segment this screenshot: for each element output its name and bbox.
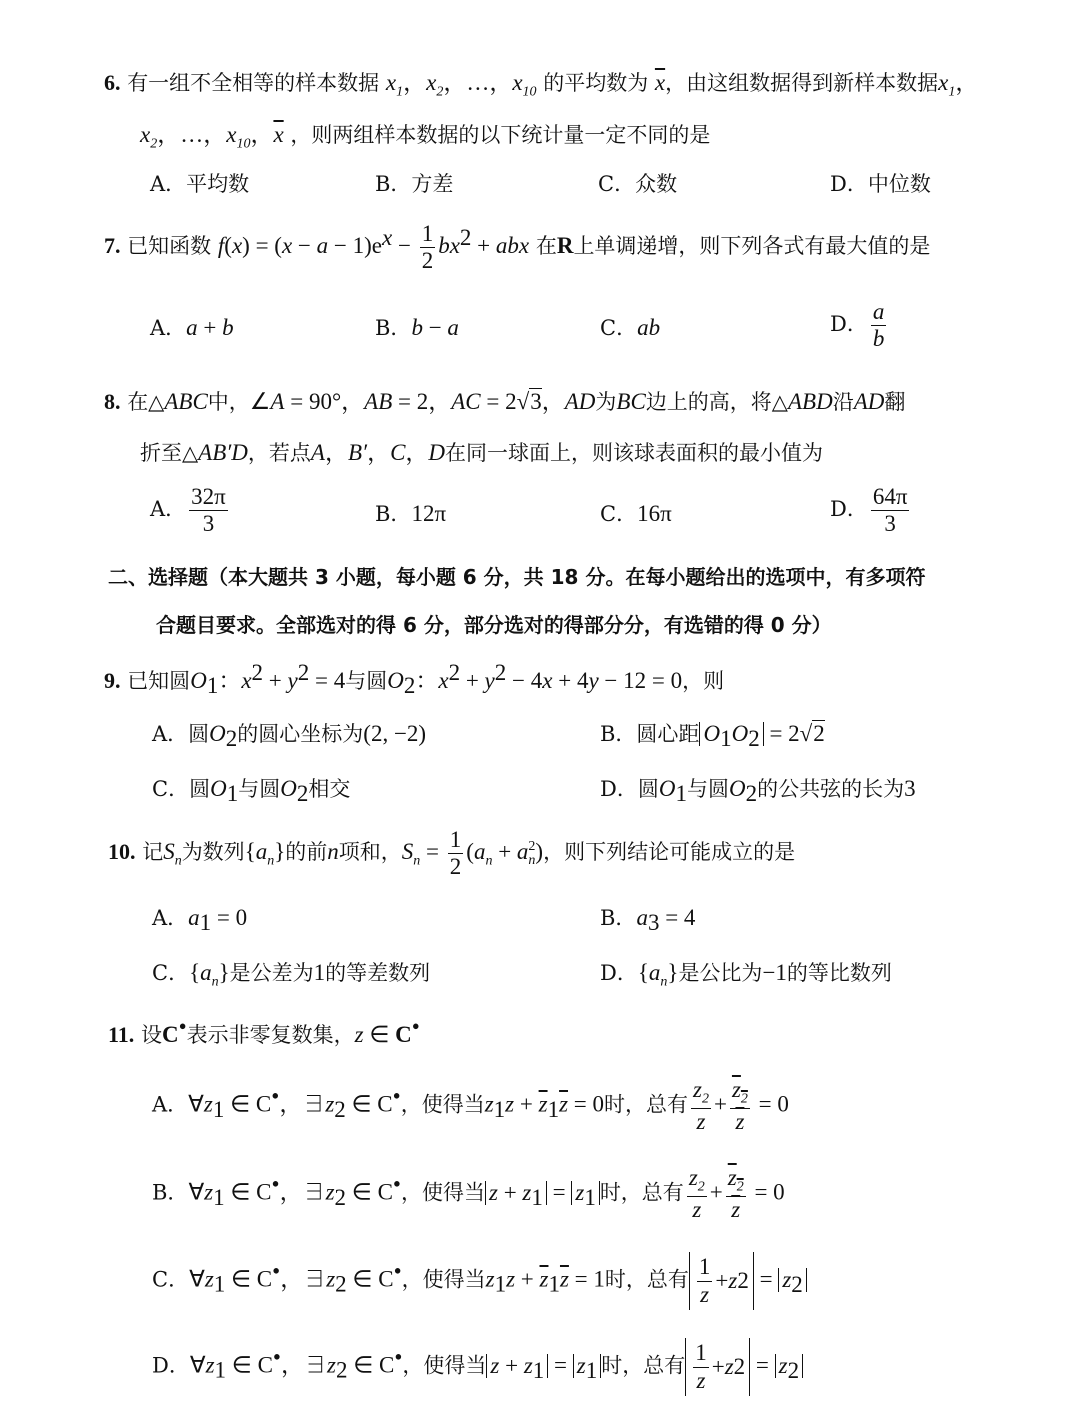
q6-math-3: $x_2$ [140,122,158,152]
q6-text-4: ，则两组样本数据的以下统计量一定不同的是 [290,123,711,147]
q8-option-b[interactable]: B．12π [375,501,447,526]
q10-line: 10. 记$S_n$为数列$\{a_n\}$的前n项和，$S_n$ = $\frac{1}{2}$ ($a_n + a$ 2 n )，则下列结论可能成立的是 [108,827,796,880]
q9-line: 9. 已知圆$O_1$：$x^2 + y^2 = 4$与圆$O_2$：$x^2 + y^2 - 4x + 4y - 12 = 0$，则 [104,660,725,699]
q10-option-d[interactable]: D．$\{a_n\}$是公比为−1的等比数列 [600,960,892,990]
q10-number: 10. [108,839,136,865]
q6-line1: 6. 有一组不全相等的样本数据 $x_1$，$x_2$，…，$x_{10}$ 的平均数为 $\overline{x}$，由这组数据得到新样本数据$x_1$， [104,70,979,100]
q11-option-d[interactable]: D．$\forall z_1$ ∈ C•，$\exists z_2$ ∈ C•，使得当 $z + z_1 = z_1$ 时，总有 1 z + z 2 = $z_2$ [152,1338,803,1396]
q8-fraction-64pi-3: $\frac{64\pi}{3}$ [872,484,908,537]
q8-line2: 折至△AB′D，若点A，B′，C，D在同一球面上，则该球表面积的最小值为 [140,440,824,465]
q7-text-2: 在 [535,234,557,259]
q8-option-c[interactable]: C．16π [600,501,672,526]
q7-line: 7. 已知函数 $f(x) = (x - a - 1)e^x$ − $\frac{1}{2}$ $bx^2$ + abx 在R上单调递增，则下列各式有最大值的是 [104,221,931,274]
q7-function: f [217,233,225,259]
q8-line1: 8. 在△ABC中，∠A = 90°，AB = 2，AC = 2√3，AD为BC边上的高，将△ABD沿AD翻 [104,389,906,414]
q11-option-c[interactable]: C．$\forall z_1$ ∈ C•，$\exists z_2$ ∈ C•，使得当$z_1z + \overline{z}_1\overline{z} = 1$时，总有 1 z + z 2 = $z_2$ [152,1252,807,1310]
q7-option-d[interactable]: D． $\frac{a}{b}$ [830,299,885,352]
q11-option-b[interactable]: B．$\forall z_1$ ∈ C•，$\exists z_2$ ∈ C•，使得当 $z + z_1 = z_1$ 时，总有 $\frac{z_2}{z}$ + $\frac{z_2}{z}$ = 0 [152,1165,785,1223]
q7-option-a[interactable]: A．a + b [150,315,234,340]
q10-option-a[interactable]: A．$a_1 = 0$ [152,905,248,936]
q10-fraction-half: $\frac{1}{2}$ [449,827,462,880]
q6-option-d[interactable]: D．中位数 [830,172,931,196]
q7-fraction-half: $\frac{1}{2}$ [421,221,434,274]
q7-option-c[interactable]: C．ab [600,315,661,340]
q8-fraction-32pi-3: $\frac{32\pi}{3}$ [191,484,226,537]
q10-option-c[interactable]: C．$\{a_n\}$是公差为1的等差数列 [152,960,431,990]
q6-option-a[interactable]: A．平均数 [150,172,250,196]
q6-math-1: $x_1$ [385,70,404,100]
q11-line: 11. 设C•表示非零复数集，z ∈ C• [108,1014,420,1047]
q6-mean-symbol: $\overline{x}$ [654,70,666,95]
q11-option-a[interactable]: A．$\forall z_1$ ∈ C•，$\exists z_2$ ∈ C•，使得当$z_1z + \overline{z}_1\overline{z} = 0$时，总有 $\frac{z_2}{z}$ + $\frac{z_2}{z}$ = 0 [152,1077,789,1135]
q6-number: 6. [104,70,121,95]
q9-number: 9. [104,668,121,693]
q9-option-a[interactable]: A．圆$O_2$的圆心坐标为(2, −2) [152,721,427,752]
q7-text-1: 已知函数 [127,234,212,259]
section2-heading-line1: 二、选择题（本大题共 3 小题，每小题 6 分，共 18 分。在每小题给出的选项中，有多项符 [108,565,926,589]
q7-text-3: 上单调递增，则下列各式有最大值的是 [573,234,931,259]
q7-option-b[interactable]: B．b − a [375,315,459,340]
section2-heading-line2: 合题目要求。全部选对的得 6 分，部分选对的得部分分，有选错的得 0 分） [156,613,832,637]
q9-option-c[interactable]: C．圆$O_1$与圆$O_2$相交 [152,776,351,807]
q7-fraction-a-b: $\frac{a}{b}$ [872,299,885,352]
q7-number: 7. [104,233,121,259]
q8-option-a[interactable]: A． $\frac{32\pi}{3}$ [150,484,226,537]
q8-option-d[interactable]: D． $\frac{64\pi}{3}$ [830,484,908,537]
q6-text-1: 有一组不全相等的样本数据 [127,71,380,95]
q6-text-2: 的平均数为 [543,71,649,95]
q7-real-set: R [556,233,574,259]
q9-option-d[interactable]: D．圆$O_1$与圆$O_2$的公共弦的长为3 [600,776,916,807]
q8-number: 8. [104,389,121,414]
q9-option-b[interactable]: B．圆心距 $O_1O_2 = 2√2$ [600,721,825,752]
q6-line2: $x_2$，…，$x_{10}$，$\overline{x}$ ，则两组样本数据的以下统计量一定不同的是 [140,122,711,152]
q6-math-2: $x_1$ [938,70,956,100]
q11-number: 11. [108,1022,135,1047]
q10-option-b[interactable]: B．$a_3 = 4$ [600,905,696,936]
q6-text-3: ，由这组数据得到新样本数据 [665,71,939,95]
q6-option-b[interactable]: B．方差 [375,172,454,196]
q6-option-c[interactable]: C．众数 [598,172,678,196]
